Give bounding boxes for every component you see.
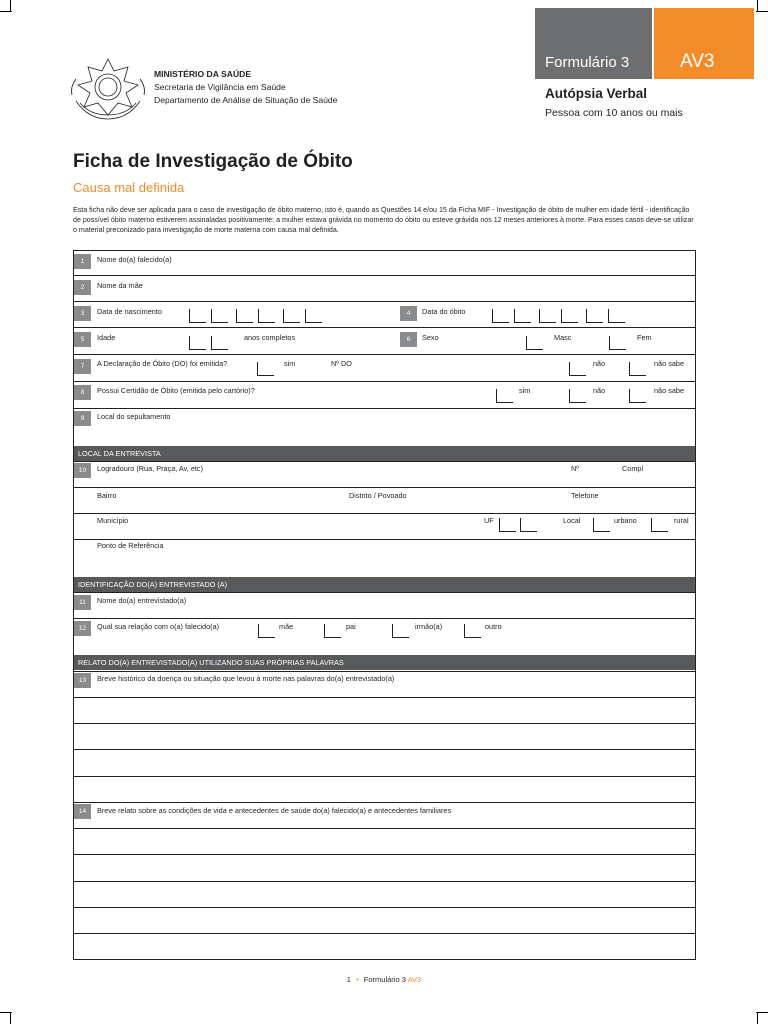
row-divider [74, 697, 695, 698]
relationship-checkbox[interactable] [324, 624, 341, 638]
death-declaration-checkbox[interactable] [629, 362, 646, 376]
state-label: UF [484, 516, 494, 525]
location-type-label: Local [563, 516, 581, 525]
death-declaration-number-label: Nº DO [331, 359, 352, 368]
death-date-digit-box[interactable] [586, 309, 603, 323]
sex-option-male: Masc [554, 333, 572, 342]
page-number: 1 [346, 975, 351, 984]
row-divider [74, 671, 695, 672]
ministry-name: MINISTÉRIO DA SAÚDE [154, 69, 252, 79]
row-divider [74, 327, 695, 328]
location-rural-label: rural [674, 516, 689, 525]
birth-date-digit-box[interactable] [211, 309, 228, 323]
age-unit-label: anos completos [244, 333, 296, 342]
footer-form-label: Formulário 3 [363, 975, 406, 984]
row-divider [74, 776, 695, 777]
question-number: 10 [74, 463, 91, 478]
relationship-checkbox[interactable] [464, 624, 481, 638]
deceased-name-label: Nome do(a) falecido(a) [97, 255, 172, 264]
location-rural-checkbox[interactable] [651, 518, 668, 532]
death-certificate-label: Possui Certidão de Óbito (emitida pelo cartório)? [97, 386, 255, 395]
question-number: 12 [74, 621, 91, 636]
burial-place-label: Local do sepultamento [97, 412, 171, 421]
row-divider [74, 802, 695, 803]
death-date-digit-box[interactable] [561, 309, 578, 323]
page-subtitle: Causa mal definida [73, 180, 185, 195]
crop-mark [0, 11, 12, 12]
question-number: 3 [74, 306, 91, 321]
death-declaration-unknown: não sabe [654, 359, 685, 368]
question-number: 7 [74, 359, 91, 374]
footer-form-code: AV3 [407, 975, 422, 984]
phone-label: Telefone [571, 491, 599, 500]
death-date-digit-box[interactable] [539, 309, 556, 323]
row-divider [74, 828, 695, 829]
illness-history-label: Breve histórico da doença ou situação que levou à morte nas palavras do(a) entrevistado(a) [97, 674, 395, 683]
death-declaration-no: não [593, 359, 606, 368]
row-divider [74, 854, 695, 855]
sex-label: Sexo [422, 333, 439, 342]
question-number: 4 [400, 306, 417, 321]
street-number-label: Nº [571, 464, 579, 473]
death-declaration-label: A Declaração de Óbito (DO) foi emitida? [97, 359, 228, 368]
section-interview-location: LOCAL DA ENTREVISTA [74, 446, 695, 461]
question-number: 9 [74, 411, 91, 426]
footer-bullet: • [356, 975, 359, 984]
crop-mark [756, 1012, 768, 1013]
birth-date-label: Data de nascimento [97, 307, 162, 316]
form-type-title: Autópsia Verbal [545, 86, 648, 101]
death-date-digit-box[interactable] [514, 309, 531, 323]
form-code-block [654, 8, 754, 79]
death-certificate-no: não [593, 386, 606, 395]
page-footer [0, 975, 768, 984]
municipality-label: Município [97, 516, 129, 525]
question-number: 6 [400, 332, 417, 347]
coat-of-arms-emblem [66, 57, 150, 123]
complement-label: Compl [622, 464, 644, 473]
relationship-father: pai [346, 622, 356, 631]
page-title: Ficha de Investigação de Óbito [73, 151, 353, 172]
row-divider [74, 275, 695, 276]
state-letter-box[interactable] [520, 518, 537, 532]
question-number: 5 [74, 332, 91, 347]
sex-option-female: Fem [637, 333, 652, 342]
death-certificate-yes: sim [519, 386, 531, 395]
relationship-checkbox[interactable] [258, 624, 275, 638]
question-number: 8 [74, 385, 91, 400]
question-number: 14 [74, 804, 91, 819]
sex-checkbox[interactable] [609, 336, 626, 350]
location-urban-checkbox[interactable] [593, 518, 610, 532]
row-divider [74, 723, 695, 724]
relationship-sibling: irmão(a) [415, 622, 443, 631]
row-divider [74, 381, 695, 382]
section-interviewee-account: RELATO DO(A) ENTREVISTADO(A) UTILIZANDO SUAS PRÓPRIAS PALAVRAS [74, 655, 695, 670]
age-label: Idade [97, 333, 116, 342]
row-divider [74, 408, 695, 409]
row-divider [74, 592, 695, 593]
death-date-digit-box[interactable] [492, 309, 509, 323]
row-divider [74, 461, 695, 462]
row-divider [74, 749, 695, 750]
row-divider [74, 907, 695, 908]
age-digit-box[interactable] [189, 336, 206, 350]
form-type-subtitle: Pessoa com 10 anos ou mais [545, 107, 683, 119]
crop-mark [757, 1012, 758, 1024]
death-certificate-checkbox[interactable] [496, 389, 513, 403]
row-divider [74, 487, 695, 488]
form-code-label: AV3 [680, 51, 715, 72]
ministry-department: Departamento de Análise de Situação de Saúde [154, 95, 338, 105]
death-certificate-checkbox[interactable] [629, 389, 646, 403]
form-number-block [535, 8, 652, 79]
death-declaration-checkbox[interactable] [257, 362, 274, 376]
interviewee-name-label: Nome do(a) entrevistado(a) [97, 596, 187, 605]
birth-date-digit-box[interactable] [258, 309, 275, 323]
neighborhood-label: Bairro [97, 491, 117, 500]
death-declaration-yes: sim [284, 359, 296, 368]
question-number: 2 [74, 280, 91, 295]
row-divider [74, 881, 695, 882]
state-letter-box[interactable] [499, 518, 516, 532]
row-divider [74, 513, 695, 514]
death-date-digit-box[interactable] [608, 309, 625, 323]
row-divider [74, 618, 695, 619]
question-number: 13 [74, 673, 91, 688]
birth-date-digit-box[interactable] [189, 309, 206, 323]
street-label: Logradouro (Rua, Praça, Av, etc) [97, 464, 203, 473]
birth-date-digit-box[interactable] [305, 309, 322, 323]
row-divider [74, 933, 695, 934]
death-certificate-unknown: não sabe [654, 386, 685, 395]
ministry-block [154, 68, 337, 107]
mother-name-label: Nome da mãe [97, 281, 143, 290]
relationship-other: outro [485, 622, 502, 631]
crop-mark [10, 1012, 11, 1024]
living-conditions-label: Breve relato sobre as condições de vida e antecedentes de saúde do(a) falecido(a) e antecedentes familiares [97, 806, 452, 815]
relationship-checkbox[interactable] [392, 624, 409, 638]
death-certificate-checkbox[interactable] [569, 389, 586, 403]
reference-point-label: Ponto de Referência [97, 541, 164, 550]
section-interviewee-id: IDENTIFICAÇÃO DO(A) ENTREVISTADO (A) [74, 577, 695, 592]
age-digit-box[interactable] [211, 336, 228, 350]
death-date-label: Data do óbito [422, 307, 466, 316]
form-number-label: Formulário 3 [545, 54, 630, 71]
investigation-form [73, 250, 696, 960]
intro-paragraph: Esta ficha não deve ser aplicada para o caso de investigação de óbito materno, isto é, quando as Questões 14 e/ou 15 da Ficha MIF - Investigação de óbito de mulher em idade fértil - identificação de possível óbito materno estiverem assinaladas positivamente: a mulher estava grávida no momento do óbito ou esteve grávida nos 12 meses anteriores à morte. Para esses casos deve-se utilizar o material preconizado para investigação de morte materna com causa mal definida. [73, 206, 694, 234]
district-label: Distrito / Povoado [349, 491, 407, 500]
crop-mark [756, 11, 768, 12]
birth-date-digit-box[interactable] [236, 309, 253, 323]
question-number: 11 [74, 595, 91, 610]
crop-mark [0, 1012, 12, 1013]
death-declaration-checkbox[interactable] [569, 362, 586, 376]
ministry-secretariat: Secretaria de Vigilância em Saúde [154, 82, 286, 92]
relationship-label: Qual sua relação com o(a) falecido(a) [97, 622, 220, 631]
row-divider [74, 354, 695, 355]
question-number: 1 [74, 254, 91, 269]
row-divider [74, 301, 695, 302]
sex-checkbox[interactable] [526, 336, 543, 350]
birth-date-digit-box[interactable] [283, 309, 300, 323]
location-urban-label: urbano [614, 516, 637, 525]
row-divider [74, 539, 695, 540]
relationship-mother: mãe [279, 622, 294, 631]
